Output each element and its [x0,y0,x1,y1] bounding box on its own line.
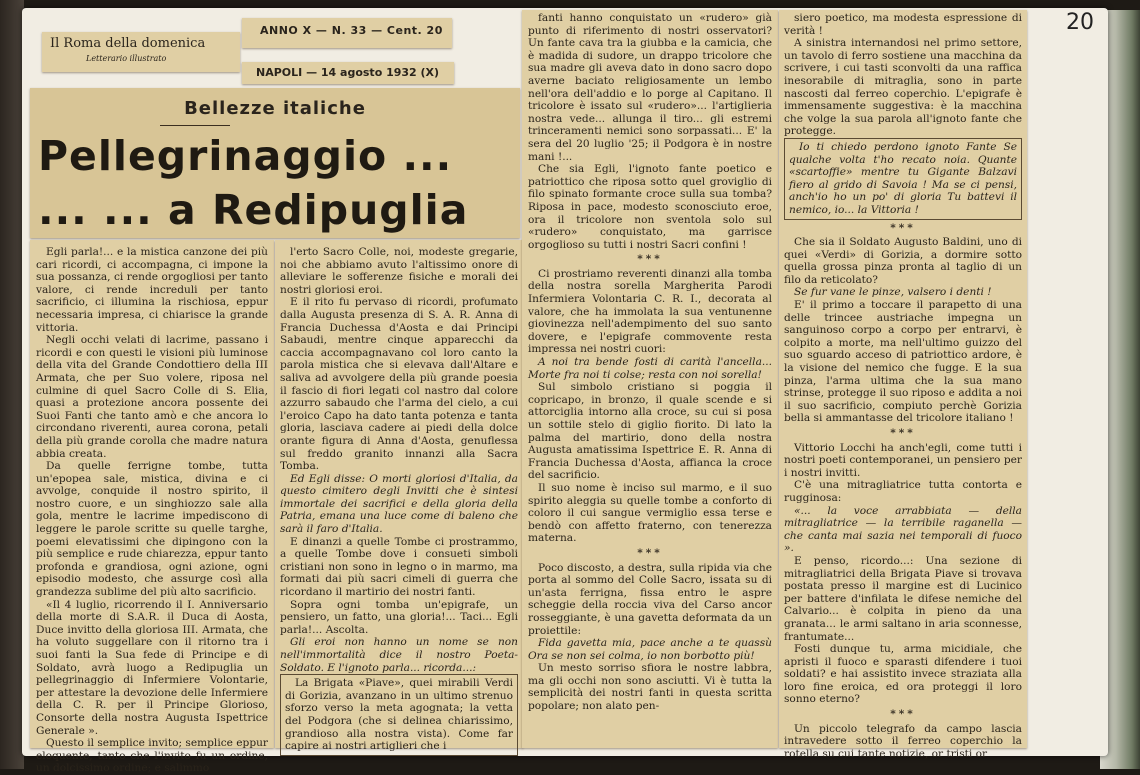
section-stars: *** [890,708,916,721]
article-column-2 [275,240,523,753]
headline-line-1: Pellegrinaggio ... [38,132,453,180]
paragraph: Un piccolo telegrafo da campo lascia intravedere sotto il ferreo coperchio la rotella su cui tante notizie, or tristi or [784,722,1022,760]
paragraph: Che sia il Soldato Augusto Baldini, uno di quei «Verdi» di Gorizia, a dormire sotto quella grossa pinza pronta al taglio di un filo da reticolato? [784,236,1022,286]
dateline: NAPOLI — 14 agosto 1932 (X) [256,66,440,79]
section-stars: *** [637,253,663,266]
paragraph: fanti hanno conquistato un «rudero» già punto di riferimento di nostri osservatori? Un fante cava tra la giubba e la camicia, che è madida di sudore, un drappo tricolore che sua madre gli aveva dato in dono sacro dopo averne baciato religiosamente un lembo nell'ora dell'addio e lo porge al Capitano. Il tricolore è issato sul «rudero»... l'artiglieria nostra vede... allunga il tiro... gli estremi trinceramenti nemici sono sorpassati... E' la sera del 20 luglio '25; il Podgora è in nostre mani !... [528,12,772,163]
epigraph: A noi tra bende fosti di carità l'ancella... Morte fra noi ti colse; resta con noi sorella! [528,356,772,381]
paragraph: Negli occhi velati di lacrime, passano i ricordi e con questi le visioni più luminose della vita del Grande Condottiero della III Armata, che per Suo volere, riposa nel culmine di quel Sacro Colle di S. Elia, quasi a protezione ancora possente dei Suoi Fanti che tanto amò e che ancora lo circondano riverenti, aurea corona, petali della più grande corolla che madre natura abbia creata. [36,334,268,460]
boxed-paragraph: La Brigata «Piave», quei mirabili Verdi di Gorizia, avanzano in un ultimo strenuo sforzo verso la meta agognata; la vetta del Podgora (che si delinea chiarissimo, grandioso alla nostra vista). Come far capire ai nostri artiglieri che i [280,674,518,756]
section-stars: *** [890,221,916,234]
epigraph: «... la voce arrabbiata — della mitragliatrice — la terribile raganella — che canta mai sazia nei temporali di fuoco ». [784,504,1022,555]
page-number: 20 [1066,10,1094,35]
verse-epigraph: Io ti chiedo perdono ignoto Fante Se qualche volta t'ho recato noia. Quante «scartoffie» mentre tu Gigante Balzavi fiero al grido di Savoia ! Ma se ci pensi, anch'io ho un po' di gloria Tu battevi il nemico, io... la Vittoria ! [784,138,1022,220]
paragraph: Sul simbolo cristiano si poggia il copricapo, in bronzo, il quale scende e si attorciglia intorno alla croce, su cui si posa un sottile stelo di giglio fiorito. Di lato la palma del martirio, dono della nostra Augusta amatissima Ispettrice E. R. Anna di Francia Duchessa d'Aosta, affianca la croce del sacrificio. [528,381,772,482]
paragraph: Poco discosto, a destra, sulla ripida via che porta al sommo del Colle Sacro, issata su di un'asta ferrigna, fissa entro le aspre scheggie della roccia viva del Carso ancor rosseggiante, è una gavetta deformata da un proiettile: [528,561,772,637]
masthead-clipping [42,32,240,72]
paragraph: A sinistra internandosi nel primo settore, un tavolo di ferro sostiene una macchina da scrivere, i cui tasti sconvolti da una raffica inesorabile di mitraglia, sono in parte nascosti dal ferreo coperchio. L'epigrafe è immensamente suggestiva: è la macchina che volge la sua parola all'ignoto fante che protegge. [784,37,1022,138]
paragraph: E penso, ricordo...: Una sezione di mitragliatrici della Brigata Piave si trovava postata presso il margine est di Lucinico per battere d'infilata le difese nemiche del Calvario... è colpita in pieno da una granata... le armi saltano in aria sconnesse, frantumate... [784,554,1022,643]
paragraph: C'è una mitragliatrice tutta contorta e rugginosa: [784,479,1022,504]
section-rule [160,125,230,126]
section-stars: *** [890,427,916,439]
headline-line-2: ... ... a Redipuglia [38,186,469,234]
masthead-name: Il Roma della domenica [50,36,206,51]
epigraph: Fida gavetta mia, pace anche a te quassù Ora se non sei colma, io non borbotto più! [528,637,772,662]
paragraph: Il suo nome è inciso sul marmo, e il suo spirito aleggia su quelle tombe a conforto di coloro il cui sangue vermiglio essa terse e bendò con affetto fraterno, con tenerezza materna. [528,481,772,545]
paragraph: l'erto Sacro Colle, noi, modeste gregarie, noi che abbiamo avuto l'altissimo onore di alleviare le sofferenze fisiche e morali dei nostri gloriosi eroi. [280,246,518,296]
section-heading: Bellezze italiche [184,98,366,119]
paragraph: E dinanzi a quelle Tombe ci prostrammo, a quelle Tombe dove i consueti simboli cristiani non sono in legno o in marmo, ma formati dai più sacri cimeli di guerra che ricordano il martirio dei nostri fanti. [280,535,518,599]
album-spine [0,0,24,769]
issue-clipping [242,18,452,48]
article-column-1 [30,240,274,775]
paragraph: Egli parla!... e la mistica canzone dei più cari ricordi, ci accompagna, ci impone la sua possanza, ci rende orgogliosi per tanto valore, ci rende increduli per tanto sacrificio, ci illumina la rischiosa, eppur necessaria impresa, ci chiarisce la grande vittoria. [36,246,268,334]
epigraph: Se fur vane le pinze, valsero i denti ! [794,286,992,299]
paragraph: siero poetico, ma modesta espressione di verità ! [784,12,1022,37]
paragraph: Fosti dunque tu, arma micidiale, che apristi il fuoco e sparasti difendere i tuoi soldati? e hai assistito invece straziata alla loro fine eroica, ed ora proteggi il loro sonno eterno? [784,643,1022,706]
article-column-4 [779,10,1027,760]
paragraph: Da quelle ferrigne tombe, tutta un'epopea sale, mistica, divina e ci avvolge, conquide il nostro spirito, il nostro cuore, e un singhiozzo sale alla gola, mentre le lacrime impediscono di leggere le parole scritte su quelle targhe, poemi elevatissimi che dipingono con la più semplice e rude chiarezza, eppur tanto profonda e grandiosa, ogni azione, ogni episodio modesto, che assurge così alla grandezza sublime del più alto sacrificio. [36,460,268,599]
column-1-text [36,246,268,775]
issue-number: ANNO X — N. 33 — Cent. 20 [260,24,443,37]
paragraph: «Il 4 luglio, ricorrendo il I. Anniversario della morte di S.A.R. il Duca di Aosta, Duce invitto della gloriosa III. Armata, che ha voluto suggellare con il ritorno tra i suoi fanti la Sua fede di Principe e di Soldato, avrà luogo a Redipuglia un pellegrinaggio di Infermiere Volontarie, per attestare la devozione delle Infermiere della C. R. per il Principe Glorioso, Consorte della nostra Augusta Ispettrice Generale ». [36,598,268,737]
section-stars: *** [637,546,663,559]
paragraph: Che sia Egli, l'ignoto fante poetico e patriottico che riposa sotto quel groviglio di filo spinato formante croce sulla sua tomba? Riposa in pace, modesto sconosciuto eroe, ora il tricolore non sventola solo sul «rudero» conquistato, ma garrisce orgoglioso su tutti i nostri Sacri confini ! [528,163,772,251]
paragraph: E' il primo a toccare il parapetto di una delle trincee austriache impegna un sanguinoso corpo a corpo per entrarvi, è colpito a morte, ma nell'ultimo guizzo del suo sguardo acceso di patriottico ardore, è la visione del nemico che fugge. E la sua pinza, l'arma ultima che la sua mano strinse, protegge il suo riposo e addita a noi il suo sacrificio, compiuto perchè Gorizia bella si ammantasse del tricolore italiano ! [784,299,1022,425]
paragraph: Sopra ogni tomba un'epigrafe, un pensiero, un fatto, una gloria!... Taci... Egli parla!... Ascolta. [280,598,518,636]
paragraph: Ed Egli disse: O morti gloriosi d'Italia, da questo cimitero degli Invitti che è sintesi immortale dei sacrifici e della gloria della Patria, emana una luce come di baleno che sarà il faro d'Italia. [280,472,518,536]
paragraph: Questo il semplice invito; semplice eppur eloquente, tanto che l'invito fu un ordine, un dolcissimo ordine; e salimmo [36,737,268,775]
article-column-3 [522,10,778,748]
headline-clipping [30,88,520,238]
paragraph: Vittorio Locchi ha anch'egli, come tutti i nostri poeti contemporanei, un pensiero per i nostri invitti. [784,441,1022,479]
column-4-text [784,12,1022,760]
paragraph: Un mesto sorriso sfiora le nostre labbra, ma gli occhi non sono asciutti. Vi è tutta la semplicità dei nostri fanti in questa scritta popolare; non alato pen- [528,662,772,713]
column-3-text [528,12,772,713]
dateline-clipping [242,62,454,84]
column-2-text [280,246,518,756]
masthead-subtitle: Letterario illustrato [86,54,167,63]
paragraph: Ci prostriamo reverenti dinanzi alla tomba della nostra sorella Margherita Parodi Infermiera Volontaria C. R. I., decorata al valore, che ha immolata la sua ventunenne giovinezza nell'adempimento del suo santo dovere, e l'epigrafe commovente resta impressa nei nostri cuori: [528,267,772,356]
paragraph: E il rito fu pervaso di ricordi, profumato dalla Augusta presenza di S. A. R. Anna di Francia Duchessa d'Aosta e dai Principi Sabaudi, mentre cinque apparecchi da caccia accompagnavano col loro canto la parola mistica che si elevava dall'Altare e saliva ad avvolgere della più grande poesia il fascio di fiori legati col nastro dal colore azzurro sabaudo che l'arma del cielo, a cui l'eroico Capo ha dato tanta potenza e tanta gloria, lasciava cadere ai piedi della dolce orante figura di Anna d'Aosta, genuflessa sul freddo granito innanzi alla Sacra Tomba. [280,296,518,473]
paragraph: Gli eroi non hanno un nome se non nell'immortalità dice il nostro Poeta-Soldato. E l'ignoto parla... ricorda...: [280,636,518,674]
